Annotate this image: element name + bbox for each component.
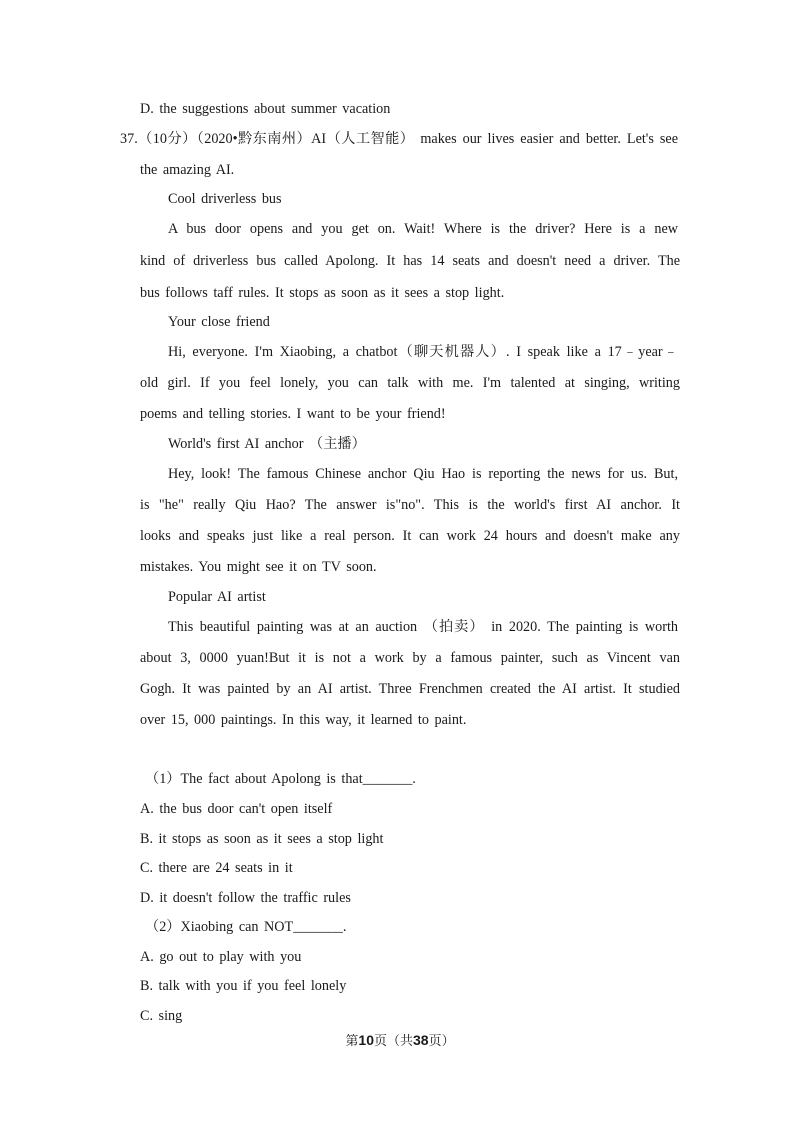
paragraph-line: looks and speaks just like a real person. It can work 24 hours and doesn't make any (140, 528, 680, 544)
paragraph-line: Hi, everyone. I'm Xiaobing, a chatbot（聊天机器人）. I speak like a 17﹣year﹣ (168, 344, 678, 360)
answer-option: A. the bus door can't open itself (140, 801, 333, 817)
question-37-header: 37.（10分）（2020•黔东南州）AI（人工智能） makes our lives easier and better. Let's see (120, 131, 678, 147)
answer-option: A. go out to play with you (140, 949, 302, 965)
question-37-header-cont: the amazing AI. (140, 162, 235, 178)
footer-middle: 页（共 (373, 1033, 413, 1048)
option-d-previous: D. the suggestions about summer vacation (140, 101, 391, 117)
paragraph-line: bus follows taff rules. It stops as soon as it sees a stop light. (140, 285, 505, 301)
paragraph-line: old girl. If you feel lonely, you can talk with me. I'm talented at singing, writing (140, 375, 680, 391)
sub-question-2-stem: （2）Xiaobing can NOT_______. (145, 919, 347, 935)
sub-question-1-stem: （1）The fact about Apolong is that_______. (145, 771, 416, 787)
paragraph-line: poems and telling stories. I want to be your friend! (140, 406, 446, 422)
section-title-driverless-bus: Cool driverless bus (168, 191, 282, 207)
answer-option: D. it doesn't follow the traffic rules (140, 890, 351, 906)
total-page-count: 38 (413, 1032, 429, 1048)
paragraph-line: This beautiful painting was at an auction （拍卖） in 2020. The painting is worth (168, 619, 678, 635)
paragraph-line: Hey, look! The famous Chinese anchor Qiu Hao is reporting the news for us. But, (168, 466, 678, 482)
footer-prefix: 第 (345, 1033, 359, 1048)
section-title-close-friend: Your close friend (168, 314, 270, 330)
answer-option: B. talk with you if you feel lonely (140, 978, 347, 994)
answer-option: B. it stops as soon as it sees a stop light (140, 831, 384, 847)
footer-suffix: 页） (428, 1033, 455, 1048)
section-title-ai-artist: Popular AI artist (168, 589, 266, 605)
paragraph-line: mistakes. You might see it on TV soon. (140, 559, 377, 575)
paragraph-line: A bus door opens and you get on. Wait! Where is the driver? Here is a new (168, 221, 678, 237)
paragraph-line: about 3, 0000 yuan!But it is not a work by a famous painter, such as Vincent van (140, 650, 680, 666)
paragraph-line: is "he" really Qiu Hao? The answer is"no". This is the world's first AI anchor. It (140, 497, 680, 513)
answer-option: C. there are 24 seats in it (140, 860, 293, 876)
section-title-ai-anchor: World's first AI anchor （主播） (168, 436, 366, 452)
paragraph-line: Gogh. It was painted by an AI artist. Three Frenchmen created the AI artist. It studied (140, 681, 680, 697)
current-page-number: 10 (358, 1032, 374, 1048)
paragraph-line: over 15, 000 paintings. In this way, it learned to paint. (140, 712, 467, 728)
answer-option: C. sing (140, 1008, 183, 1024)
paragraph-line: kind of driverless bus called Apolong. It has 14 seats and doesn't need a driver. The (140, 253, 680, 269)
page-footer (0, 1031, 800, 1050)
